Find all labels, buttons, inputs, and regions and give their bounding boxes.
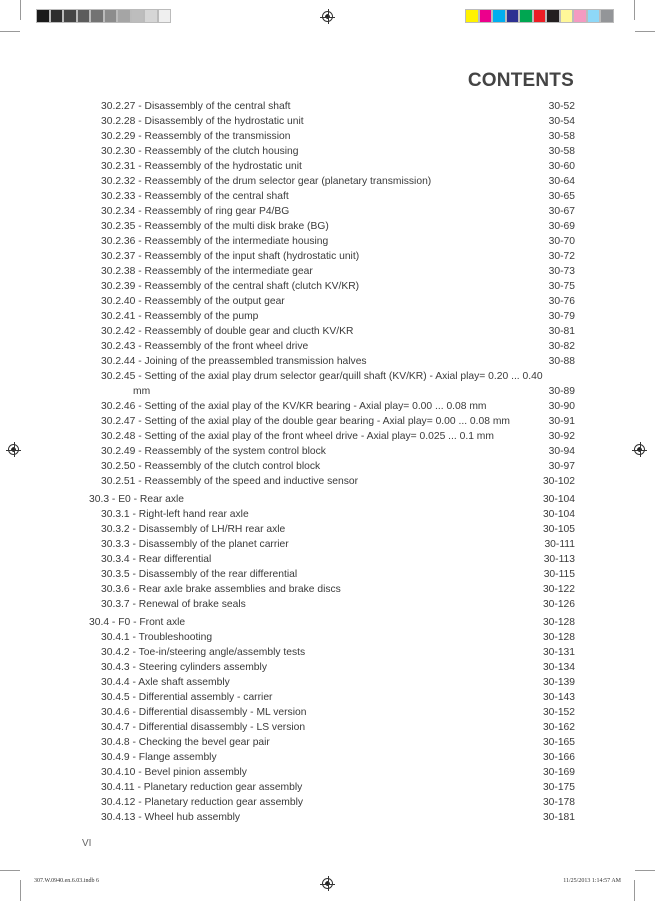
color-swatch <box>492 9 506 23</box>
toc-section[interactable] <box>86 615 575 630</box>
toc-entry[interactable] <box>86 690 575 705</box>
toc-page-number: 30-67 <box>548 206 575 217</box>
toc-entry-title: 30.2.38 - Reassembly of the intermediate gear <box>101 266 313 277</box>
toc-entry-title: 30.3.4 - Rear differential <box>101 554 212 565</box>
toc-entry-title: 30.4.11 - Planetary reduction gear assembly <box>101 782 303 793</box>
toc-page-number: 30-166 <box>542 752 575 763</box>
toc-page-number: 30-58 <box>548 131 575 142</box>
color-swatch <box>600 9 614 23</box>
toc-entry[interactable] <box>86 279 575 294</box>
toc-page-number: 30-111 <box>544 539 575 550</box>
toc-entry[interactable] <box>86 567 575 582</box>
toc-entry[interactable] <box>86 354 575 369</box>
toc-page-number: 30-105 <box>542 524 575 535</box>
toc-entry[interactable] <box>86 795 575 810</box>
color-swatch <box>560 9 574 23</box>
color-swatch <box>158 9 172 23</box>
toc-page-number: 30-131 <box>542 647 575 658</box>
toc-entry[interactable] <box>86 414 575 429</box>
toc-page-number: 30-72 <box>548 251 575 262</box>
toc-entry[interactable] <box>86 582 575 597</box>
toc-entry[interactable] <box>86 174 575 189</box>
toc-entry[interactable] <box>86 399 575 414</box>
toc-entry-title: 30.2.31 - Reassembly of the hydrostatic unit <box>101 161 302 172</box>
toc-entry-title: 30.4.1 - Troubleshooting <box>101 632 213 643</box>
toc-entry[interactable] <box>86 597 575 612</box>
page-folio: VI <box>82 838 92 849</box>
toc-page-number: 30-122 <box>542 584 575 595</box>
toc-entry-title: 30.2.32 - Reassembly of the drum selector gear (planetary transmission) <box>101 176 432 187</box>
toc-page-number: 30-115 <box>543 569 575 580</box>
toc-entry-title: 30.2.40 - Reassembly of the output gear <box>101 296 285 307</box>
toc-entry[interactable] <box>86 780 575 795</box>
toc-entry[interactable] <box>86 204 575 219</box>
toc-entry-title: 30.2.46 - Setting of the axial play of the KV/KR bearing - Axial play= 0.00 ... 0.08 mm <box>101 401 487 412</box>
toc-entry-title: 30.3.3 - Disassembly of the planet carrier <box>101 539 289 550</box>
toc-page-number: 30-70 <box>548 236 575 247</box>
toc-page-number: 30-79 <box>548 311 575 322</box>
toc-entry[interactable] <box>86 324 575 339</box>
toc-entry[interactable] <box>86 507 575 522</box>
color-swatch <box>479 9 493 23</box>
toc-entry[interactable] <box>86 720 575 735</box>
toc-page-number: 30-91 <box>548 416 575 427</box>
toc-entry[interactable] <box>86 294 575 309</box>
color-swatch <box>63 9 77 23</box>
toc-entry-title: 30.2.33 - Reassembly of the central shaft <box>101 191 289 202</box>
color-swatch <box>77 9 91 23</box>
toc-entry[interactable] <box>86 339 575 354</box>
toc-page-number: 30-128 <box>542 632 575 643</box>
toc-entry-title: 30.4.4 - Axle shaft assembly <box>101 677 230 688</box>
toc-entry[interactable] <box>86 660 575 675</box>
toc-page-number: 30-76 <box>548 296 575 307</box>
toc-entry[interactable] <box>86 114 575 129</box>
toc-page-number: 30-94 <box>548 446 575 457</box>
toc-entry-title: 30.3.6 - Rear axle brake assemblies and brake discs <box>101 584 341 595</box>
toc-page-number: 30-104 <box>542 494 575 505</box>
toc-entry[interactable] <box>86 474 575 489</box>
crop-mark <box>634 0 635 20</box>
toc-page-number: 30-162 <box>542 722 575 733</box>
toc-page-number: 30-139 <box>542 677 575 688</box>
crop-mark <box>20 0 21 20</box>
toc-page-number: 30-143 <box>542 692 575 703</box>
toc-page-number: 30-97 <box>548 461 575 472</box>
toc-entry[interactable] <box>86 705 575 720</box>
toc-entry[interactable] <box>86 645 575 660</box>
toc-entry-title: 30.3.5 - Disassembly of the rear differential <box>101 569 298 580</box>
toc-entry[interactable] <box>86 552 575 567</box>
toc-entry[interactable] <box>86 765 575 780</box>
toc-entry-title: 30.2.44 - Joining of the preassembled transmission halves <box>101 356 367 367</box>
crop-mark <box>20 880 21 901</box>
toc-entry-title: 30.3.2 - Disassembly of LH/RH rear axle <box>101 524 286 535</box>
color-swatch <box>573 9 587 23</box>
color-swatch <box>36 9 50 23</box>
color-swatch <box>546 9 560 23</box>
toc-entry-title: 30.2.39 - Reassembly of the central shaft (clutch KV/KR) <box>101 281 360 292</box>
toc-entry-title: 30.4.12 - Planetary reduction gear assembly <box>101 797 304 808</box>
crop-mark <box>635 870 655 871</box>
toc-entry-title: 30.4.7 - Differential disassembly - LS version <box>101 722 306 733</box>
toc-entry[interactable] <box>86 675 575 690</box>
toc-entry-title: 30.4.6 - Differential disassembly - ML version <box>101 707 307 718</box>
toc-entry[interactable] <box>86 99 575 114</box>
toc-entry-title: 30.2.30 - Reassembly of the clutch housing <box>101 146 299 157</box>
toc-entry-title: 30.4.10 - Bevel pinion assembly <box>101 767 247 778</box>
color-swatch <box>90 9 104 23</box>
toc-entry-title: 30.4.8 - Checking the bevel gear pair <box>101 737 270 748</box>
toc-page-number: 30-152 <box>542 707 575 718</box>
toc-page-number: 30-65 <box>548 191 575 202</box>
color-swatch <box>50 9 64 23</box>
color-swatch <box>144 9 158 23</box>
toc-page-number: 30-58 <box>548 146 575 157</box>
toc-page-number: 30-64 <box>548 176 575 187</box>
toc-entry-title: 30.3 - E0 - Rear axle <box>89 494 185 505</box>
toc-page-number: 30-134 <box>542 662 575 673</box>
toc-entry[interactable] <box>86 459 575 474</box>
toc-entry[interactable] <box>86 537 575 552</box>
toc-entry[interactable] <box>86 810 575 825</box>
toc-entry-title: 30.4.3 - Steering cylinders assembly <box>101 662 267 673</box>
toc-entry-title: 30.2.41 - Reassembly of the pump <box>101 311 259 322</box>
toc-entry-title: 30.2.49 - Reassembly of the system control block <box>101 446 326 457</box>
toc-page-number: 30-175 <box>542 782 575 793</box>
color-swatch <box>587 9 601 23</box>
toc-entry-title: 30.2.27 - Disassembly of the central shaft <box>101 101 291 112</box>
toc-page-number: 30-69 <box>548 221 575 232</box>
toc-page-number: 30-104 <box>542 509 575 520</box>
toc-entry[interactable] <box>86 129 575 144</box>
toc-page-number: 30-75 <box>548 281 575 292</box>
toc-entry-title: 30.2.45 - Setting of the axial play drum selector gear/quill shaft (KV/KR) - Axial play= 0.20 ... 0.40 <box>101 371 543 382</box>
toc-entry-title: 30.2.42 - Reassembly of double gear and clucth KV/KR <box>101 326 354 337</box>
crop-mark <box>634 880 635 901</box>
toc-entry[interactable] <box>86 189 575 204</box>
toc-entry[interactable] <box>86 429 575 444</box>
toc-entry[interactable] <box>86 309 575 324</box>
toc-page-number: 30-102 <box>542 476 575 487</box>
toc-entry[interactable] <box>86 444 575 459</box>
toc-entry-title: 30.2.36 - Reassembly of the intermediate housing <box>101 236 329 247</box>
color-swatch <box>131 9 145 23</box>
toc-entry-title: 30.2.48 - Setting of the axial play of the front wheel drive - Axial play= 0.025 ... 0.1 mm <box>101 431 494 442</box>
registration-mark-icon <box>322 878 333 889</box>
crop-mark <box>635 31 655 32</box>
toc-entry-title: 30.4.2 - Toe-in/steering angle/assembly tests <box>101 647 306 658</box>
toc-entry[interactable] <box>86 735 575 750</box>
toc-page-number: 30-90 <box>548 401 575 412</box>
toc-page-number: 30-92 <box>548 431 575 442</box>
toc-entry-title: 30.2.35 - Reassembly of the multi disk brake (BG) <box>101 221 329 232</box>
toc-entry-title: 30.2.28 - Disassembly of the hydrostatic unit <box>101 116 304 127</box>
toc-entry-title: 30.2.47 - Setting of the axial play of the double gear bearing - Axial play= 0.00 ... 0.08 mm <box>101 416 510 427</box>
toc-entry-title: 30.3.7 - Renewal of brake seals <box>101 599 246 610</box>
color-swatch <box>533 9 547 23</box>
toc-entry[interactable] <box>86 249 575 264</box>
toc-entry[interactable] <box>86 144 575 159</box>
toc-entry-title: mm <box>133 386 151 397</box>
toc-page-number: 30-52 <box>548 101 575 112</box>
toc-entry-title: 30.4.13 - Wheel hub assembly <box>101 812 241 823</box>
toc-page-number: 30-126 <box>542 599 575 610</box>
color-swatch <box>465 9 479 23</box>
toc-entry-title: 30.4.5 - Differential assembly - carrier <box>101 692 273 703</box>
toc-entry-title: 30.2.29 - Reassembly of the transmission <box>101 131 291 142</box>
toc-section[interactable] <box>86 492 575 507</box>
crop-mark <box>0 31 20 32</box>
toc-page-number: 30-73 <box>548 266 575 277</box>
toc-entry-title: 30.2.43 - Reassembly of the front wheel drive <box>101 341 309 352</box>
toc-page-number: 30-60 <box>548 161 575 172</box>
toc-entry[interactable] <box>86 369 575 384</box>
registration-mark-icon <box>634 444 645 455</box>
toc-entry-title: 30.2.34 - Reassembly of ring gear P4/BG <box>101 206 290 217</box>
toc-entry[interactable] <box>86 384 575 399</box>
toc-entry[interactable] <box>86 522 575 537</box>
toc-entry-title: 30.4 - F0 - Front axle <box>89 617 186 628</box>
toc-page-number: 30-81 <box>548 326 575 337</box>
color-swatch <box>506 9 520 23</box>
toc-entry[interactable] <box>86 264 575 279</box>
toc-entry-title: 30.3.1 - Right-left hand rear axle <box>101 509 249 520</box>
toc-page-number: 30-113 <box>543 554 575 565</box>
toc-page-number: 30-82 <box>548 341 575 352</box>
toc-entry[interactable] <box>86 750 575 765</box>
grayscale-color-bar <box>36 9 171 23</box>
registration-mark-icon <box>8 444 19 455</box>
toc-entry[interactable] <box>86 234 575 249</box>
registration-mark-icon <box>322 11 333 22</box>
slug-filename: 307.W.0940.en.6.03.indb 6 <box>34 878 99 884</box>
toc-entry[interactable] <box>86 159 575 174</box>
toc-page-number: 30-54 <box>548 116 575 127</box>
toc-entry[interactable] <box>86 219 575 234</box>
slug-date: 11/25/2013 1:14:57 AM <box>563 878 621 884</box>
toc-entry-title: 30.2.50 - Reassembly of the clutch control block <box>101 461 321 472</box>
toc-entry-title: 30.4.9 - Flange assembly <box>101 752 217 763</box>
toc-page-number: 30-165 <box>542 737 575 748</box>
table-of-contents <box>86 99 575 825</box>
color-swatch <box>104 9 118 23</box>
toc-page-number: 30-89 <box>548 386 575 397</box>
toc-page-number: 30-128 <box>542 617 575 628</box>
toc-entry-title: 30.2.37 - Reassembly of the input shaft (hydrostatic unit) <box>101 251 360 262</box>
color-swatch <box>519 9 533 23</box>
toc-page-number: 30-169 <box>542 767 575 778</box>
process-color-bar <box>465 9 614 23</box>
toc-page-number: 30-88 <box>548 356 575 367</box>
toc-page-number: 30-178 <box>542 797 575 808</box>
color-swatch <box>117 9 131 23</box>
toc-entry-title: 30.2.51 - Reassembly of the speed and inductive sensor <box>101 476 359 487</box>
toc-page-number: 30-181 <box>542 812 575 823</box>
crop-mark <box>0 870 20 871</box>
page-title: CONTENTS <box>467 70 574 91</box>
toc-entry[interactable] <box>86 630 575 645</box>
